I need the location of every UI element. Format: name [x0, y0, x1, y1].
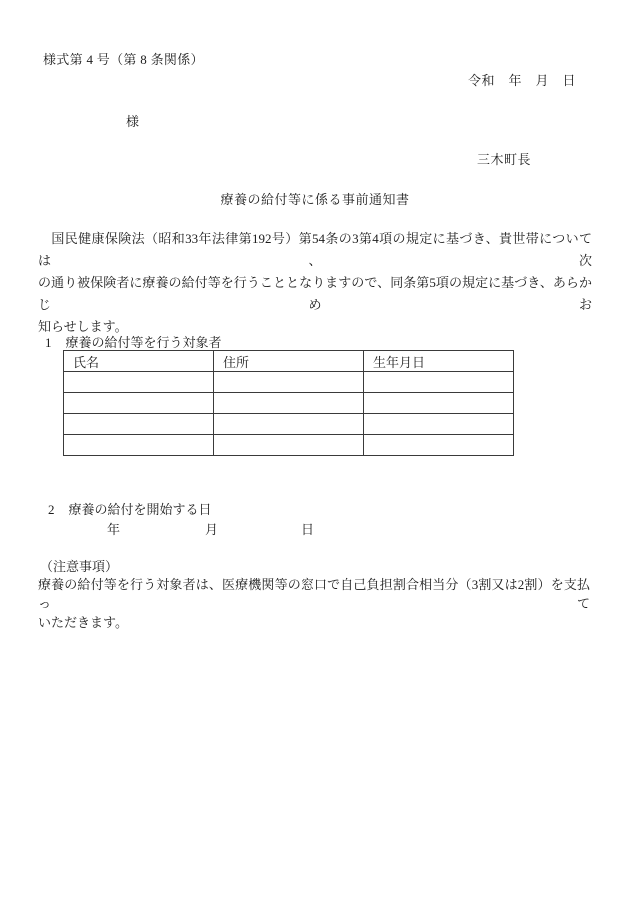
recipients-table — [63, 350, 514, 456]
column-header-address: 住所 — [214, 351, 364, 372]
column-header-birthdate: 生年月日 — [364, 351, 514, 372]
table-row — [64, 435, 514, 456]
table-cell — [214, 414, 364, 435]
section1-number: 1 — [45, 335, 52, 350]
notes-body — [38, 575, 590, 632]
table-cell — [214, 435, 364, 456]
sender-title: 三木町長 — [477, 152, 532, 167]
document-title: 療養の給付等に係る事前通知書 — [220, 192, 410, 207]
start-date-month-label: 月 — [205, 522, 219, 537]
issue-date-line: 令和 年 月 日 — [468, 73, 577, 88]
notes-heading: （注意事項） — [40, 559, 119, 574]
note-line: 療養の給付等を行う対象者は、医療機関等の窓口で自己負担割合相当分（3割又は2割）を支払って — [38, 577, 590, 611]
table-cell — [64, 414, 214, 435]
table-cell — [364, 414, 514, 435]
start-date-line — [0, 519, 630, 535]
section2-heading — [48, 499, 212, 518]
table-cell — [64, 435, 214, 456]
body-line: 国民健康保険法（昭和33年法律第192号）第54条の3第4項の規定に基づき、貴世帯については、次 — [38, 231, 592, 268]
table-cell — [364, 372, 514, 393]
table-row — [64, 372, 514, 393]
table-row — [64, 414, 514, 435]
table-cell — [364, 435, 514, 456]
start-date-year-label: 年 — [107, 522, 121, 537]
body-line: 知らせします。 — [38, 319, 128, 334]
body-line: の通り被保険者に療養の給付等を行うこととなりますので、同条第5項の規定に基づき、あらかじめお — [38, 275, 592, 312]
body-paragraph — [38, 228, 592, 338]
table-cell — [364, 393, 514, 414]
note-line: いただきます。 — [38, 615, 128, 630]
table-cell — [64, 372, 214, 393]
start-date-day-label: 日 — [301, 522, 315, 537]
section2-number: 2 — [48, 502, 55, 517]
section1-heading — [45, 332, 222, 351]
table-cell — [64, 393, 214, 414]
table-row — [64, 393, 514, 414]
table-cell — [214, 393, 364, 414]
section2-heading-label: 療養の給付を開始する日 — [68, 502, 212, 517]
form-number: 様式第 4 号（第 8 条関係） — [43, 52, 204, 67]
table-header-row — [64, 351, 514, 372]
table-cell — [214, 372, 364, 393]
column-header-name: 氏名 — [64, 351, 214, 372]
recipient-suffix: 様 — [126, 114, 140, 129]
section1-heading-label: 療養の給付等を行う対象者 — [65, 335, 222, 350]
